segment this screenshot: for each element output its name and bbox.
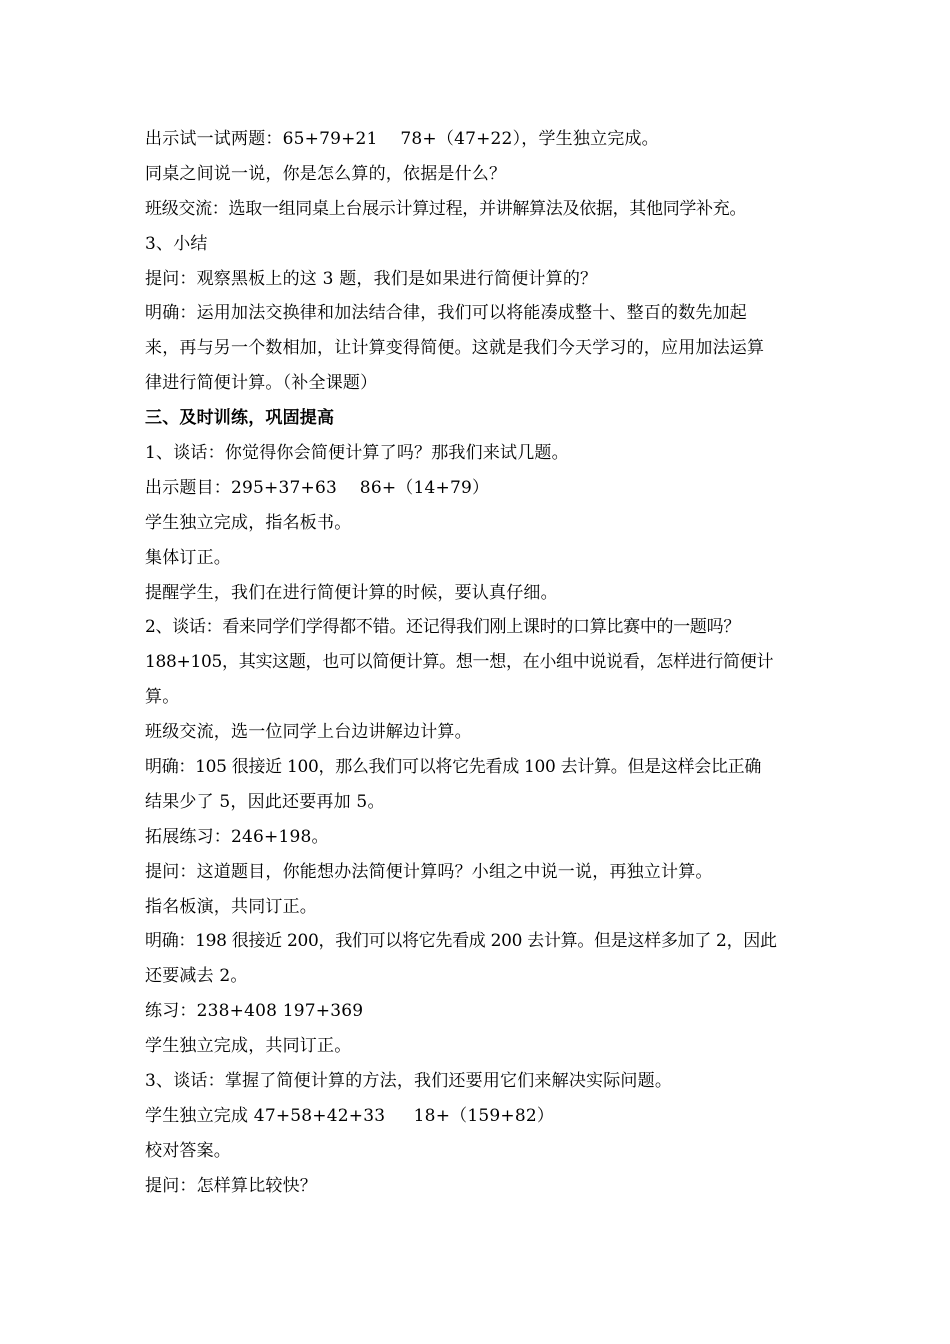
paragraph-line: 提问：怎样算比较快？: [145, 1175, 317, 1196]
paragraph-line: 结果少了 5，因此还要再加 5。: [145, 791, 385, 812]
paragraph-line: 188+105，其实这题，也可以简便计算。想一想，在小组中说说看，怎样进行简便计: [145, 652, 774, 673]
paragraph-line: 学生独立完成，指名板书。: [145, 512, 352, 533]
paragraph-line: 3、谈话：掌握了简便计算的方法，我们还要用它们来解决实际问题。: [145, 1071, 673, 1092]
section-heading: 三、及时训练，巩固提高: [145, 408, 335, 429]
paragraph-line: 班级交流，选一位同学上台边讲解边计算。: [145, 722, 472, 743]
paragraph-line: 明确：105 很接近 100，那么我们可以将它先看成 100 去计算。但是这样会比正确: [145, 757, 762, 778]
paragraph-line: 学生独立完成 47+58+42+33 18+（159+82）: [145, 1105, 555, 1126]
section-subheading: 3、小结: [145, 233, 208, 254]
paragraph-line: 校对答案。: [145, 1140, 231, 1161]
paragraph-line: 算。: [145, 687, 180, 708]
paragraph-line: 学生独立完成，共同订正。: [145, 1036, 352, 1057]
paragraph-line: 提醒学生，我们在进行简便计算的时候，要认真仔细。: [145, 582, 558, 603]
paragraph-line: 还要减去 2。: [145, 966, 248, 987]
paragraph-line: 来，再与另一个数相加，让计算变得简便。这就是我们今天学习的，应用加法运算: [145, 338, 765, 359]
paragraph-line: 同桌之间说一说，你是怎么算的，依据是什么？: [145, 163, 507, 184]
paragraph-line: 提问：观察黑板上的这 3 题，我们是如果进行简便计算的？: [145, 268, 598, 289]
paragraph-line: 集体订正。: [145, 547, 231, 568]
document-body: [145, 122, 813, 1204]
paragraph-line: 练习：238+408 197+369: [145, 1001, 364, 1022]
paragraph-line: 1、谈话：你觉得你会简便计算了吗？那我们来试几题。: [145, 443, 569, 464]
paragraph-line: 出示试一试两题：65+79+21 78+（47+22），学生独立完成。: [145, 129, 659, 149]
paragraph-line: 明确：198 很接近 200，我们可以将它先看成 200 去计算。但是这样多加了 2，因此: [145, 931, 777, 952]
paragraph-line: 2、谈话：看来同学们学得都不错。还记得我们刚上课时的口算比赛中的一题吗？: [145, 617, 741, 638]
paragraph-line: 班级交流：选取一组同桌上台展示计算过程，并讲解算法及依据，其他同学补充。: [145, 198, 747, 219]
paragraph-line: 明确：运用加法交换律和加法结合律，我们可以将能凑成整十、整百的数先加起: [145, 303, 747, 324]
paragraph-line: 指名板演，共同订正。: [145, 896, 317, 917]
paragraph-line: 提问：这道题目，你能想办法简便计算吗？小组之中说一说，再独立计算。: [145, 861, 713, 882]
paragraph-line: 律进行简便计算。（补全课题）: [145, 373, 378, 394]
paragraph-line: 拓展练习：246+198。: [145, 826, 329, 847]
paragraph-line: 出示题目：295+37+63 86+（14+79）: [145, 477, 490, 498]
